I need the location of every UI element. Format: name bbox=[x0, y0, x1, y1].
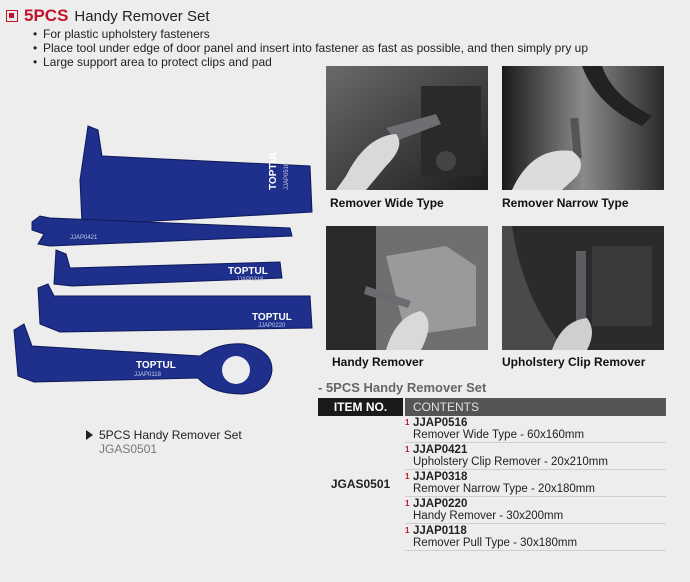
brand-text: TOPTUL bbox=[136, 360, 176, 371]
content-desc: Handy Remover - 30x200mm bbox=[413, 510, 564, 522]
qty: 1 bbox=[405, 499, 410, 508]
tool-code-text: JJAP0220 bbox=[258, 323, 286, 329]
product-name: 5PCS Handy Remover Set bbox=[99, 428, 242, 442]
contents-table bbox=[318, 398, 666, 551]
caption-remover-wide: Remover Wide Type bbox=[330, 196, 444, 210]
table-row bbox=[405, 443, 666, 470]
brand-text: TOPTUL bbox=[252, 312, 292, 323]
usage-photos bbox=[326, 66, 670, 376]
content-code: JJAP0516 bbox=[413, 417, 468, 429]
title-highlight: 5PCS bbox=[24, 6, 69, 25]
photo-upholstery-clip bbox=[502, 226, 664, 350]
header-contents: CONTENTS bbox=[405, 398, 666, 416]
brand-text: TOPTUL bbox=[268, 150, 279, 190]
item-number: JGAS0501 bbox=[330, 476, 391, 491]
feature-list bbox=[33, 27, 588, 69]
qty: 1 bbox=[405, 445, 410, 454]
content-desc: Remover Wide Type - 60x160mm bbox=[413, 429, 585, 441]
photo-remover-wide bbox=[326, 66, 488, 190]
content-code: JJAP0220 bbox=[413, 498, 468, 510]
content-desc: Remover Narrow Type - 20x180mm bbox=[413, 483, 595, 495]
triangle-right-icon bbox=[86, 430, 93, 440]
table-row bbox=[405, 497, 666, 524]
tool-code-text: JJAP0516 bbox=[284, 162, 290, 190]
caption-handy-remover: Handy Remover bbox=[332, 355, 424, 369]
table-body bbox=[318, 416, 666, 551]
tool-set-image bbox=[10, 120, 320, 420]
tool-code-text: JJAP0118 bbox=[134, 372, 161, 378]
content-code: JJAP0318 bbox=[413, 471, 468, 483]
square-bullet-icon bbox=[6, 10, 18, 22]
table-row bbox=[405, 470, 666, 497]
product-code: JGAS0501 bbox=[99, 442, 158, 456]
feature-item: • Large support area to protect clips and pad bbox=[33, 55, 272, 69]
feature-item: • For plastic upholstery fasteners bbox=[33, 27, 210, 41]
photo-handy-remover bbox=[326, 226, 488, 350]
caption-upholstery-clip: Upholstery Clip Remover bbox=[502, 355, 646, 369]
qty: 1 bbox=[405, 472, 410, 481]
qty: 1 bbox=[405, 418, 410, 427]
tool-code-text: JJAP0421 bbox=[70, 235, 98, 241]
tool-code-text: JJAP0318 bbox=[236, 277, 264, 283]
content-code: JJAP0118 bbox=[413, 525, 467, 537]
table-row bbox=[405, 416, 666, 443]
table-row bbox=[405, 524, 666, 551]
content-desc: Remover Pull Type - 30x180mm bbox=[413, 537, 578, 549]
set-table-title: - 5PCS Handy Remover Set bbox=[318, 380, 487, 395]
page-title: Handy Remover Set bbox=[74, 7, 210, 25]
brand-text: TOPTUL bbox=[228, 266, 268, 277]
table-header bbox=[318, 398, 666, 416]
photo-remover-narrow bbox=[502, 66, 664, 190]
caption-remover-narrow: Remover Narrow Type bbox=[502, 196, 629, 210]
header-item-no: ITEM NO. bbox=[318, 398, 403, 416]
content-code: JJAP0421 bbox=[413, 444, 468, 456]
title-row bbox=[6, 6, 209, 26]
qty: 1 bbox=[405, 526, 410, 535]
product-label bbox=[86, 428, 242, 456]
content-desc: Upholstery Clip Remover - 20x210mm bbox=[413, 456, 608, 468]
feature-item: • Place tool under edge of door panel and insert into fastener as fast as possible, and then simply pry up bbox=[33, 41, 589, 55]
